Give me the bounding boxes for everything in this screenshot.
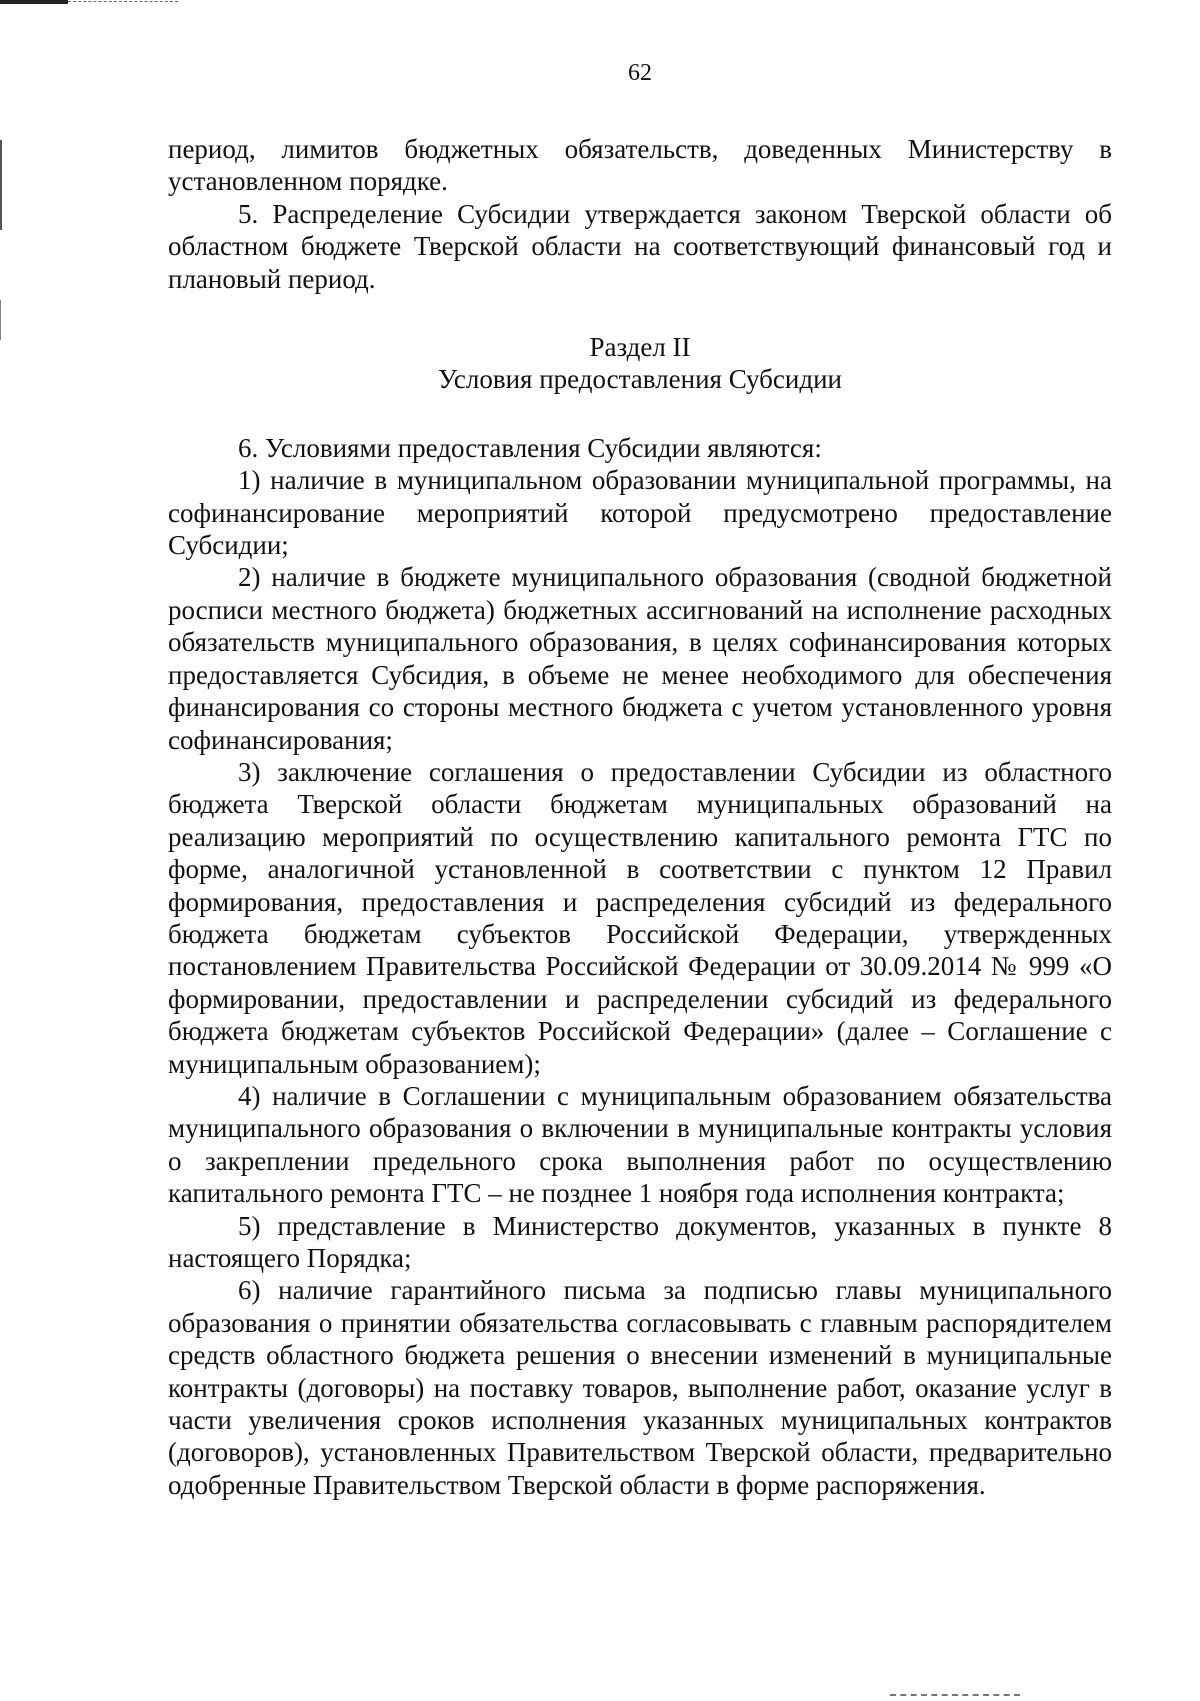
section-title-heading: Условия предоставления Субсидии xyxy=(438,364,842,395)
document-body xyxy=(168,133,1112,1501)
condition-item-3: 3) заключение соглашения о предоставлении Субсидии из областного бюджета Тверской области бюджетам муниципальных образований на реализацию мероприятий по осуществлению капитального ремонта ГТС по форме, аналогичной установленной в соответствии с пунктом 12 Правил формирования, предоставления и распределения субсидий из федерального бюджета бюджетам субъектов Российской Федерации, утвержденных постановлением Правительства Российской Федерации от 30.09.2014 № 999 «О формировании, предоставлении и распределении субсидий из федерального бюджета бюджетам субъектов Российской Федерации» (далее – Соглашение с муниципальным образованием); xyxy=(168,756,1112,1079)
condition-item-1: 1) наличие в муниципальном образовании муниципальной программы, на софинансирование мероприятий которой предусмотрено предоставление Субсидии; xyxy=(168,465,1112,561)
scan-artifact-left-edge-lower xyxy=(0,300,1,340)
spacer xyxy=(168,396,1112,432)
scan-artifact-top xyxy=(0,0,68,4)
intro-paragraph-continuation: период, лимитов бюджетных обязательств, доведенных Министерству в установленном порядке. xyxy=(168,134,1112,197)
scan-artifact-top-dashed xyxy=(68,1,178,3)
condition-item-5: 5) представление в Министерство документов, указанных в пункте 8 настоящего Порядка; xyxy=(168,1210,1112,1273)
page-number: 62 xyxy=(628,60,652,86)
condition-item-2: 2) наличие в бюджете муниципального образования (сводной бюджетной росписи местного бюджета) бюджетных ассигнований на исполнение расходных обязательств муниципального образования, в целях софинансирования которых предоставляется Субсидия, в объеме не менее необходимого для обеспечения финансирования со стороны местного бюджета с учетом установленного уровня софинансирования; xyxy=(168,562,1112,755)
scan-artifact-left-edge xyxy=(0,140,2,230)
paragraph-6-intro: 6. Условиями предоставления Субсидии являются: xyxy=(238,432,822,463)
condition-item-4: 4) наличие в Соглашении с муниципальным образованием обязательства муниципального образования о включении в муниципальные контракты условия о закреплении предельного срока выполнения работ по осуществлению капитального ремонта ГТС – не позднее 1 ноября года исполнения контракта; xyxy=(168,1080,1112,1209)
scan-artifact-bottom xyxy=(890,1694,1020,1698)
spacer xyxy=(168,295,1112,331)
intro-paragraph-5: 5. Распределение Субсидии утверждается законом Тверской области об областном бюджете Тверской области на соответствующий финансовый год и плановый период. xyxy=(168,198,1112,294)
section-number-heading: Раздел II xyxy=(589,332,691,363)
condition-item-6: 6) наличие гарантийного письма за подписью главы муниципального образования о принятии обязательства согласовывать с главным распорядителем средств областного бюджета решения о внесении изменений в муниципальные контракты (договоры) на поставку товаров, выполнение работ, оказание услуг в части увеличения сроков исполнения указанных муниципальных контрактов (договоров), установленных Правительством Тверской области, предварительно одобренные Правительством Тверской области в форме распоряжения. xyxy=(168,1275,1112,1500)
